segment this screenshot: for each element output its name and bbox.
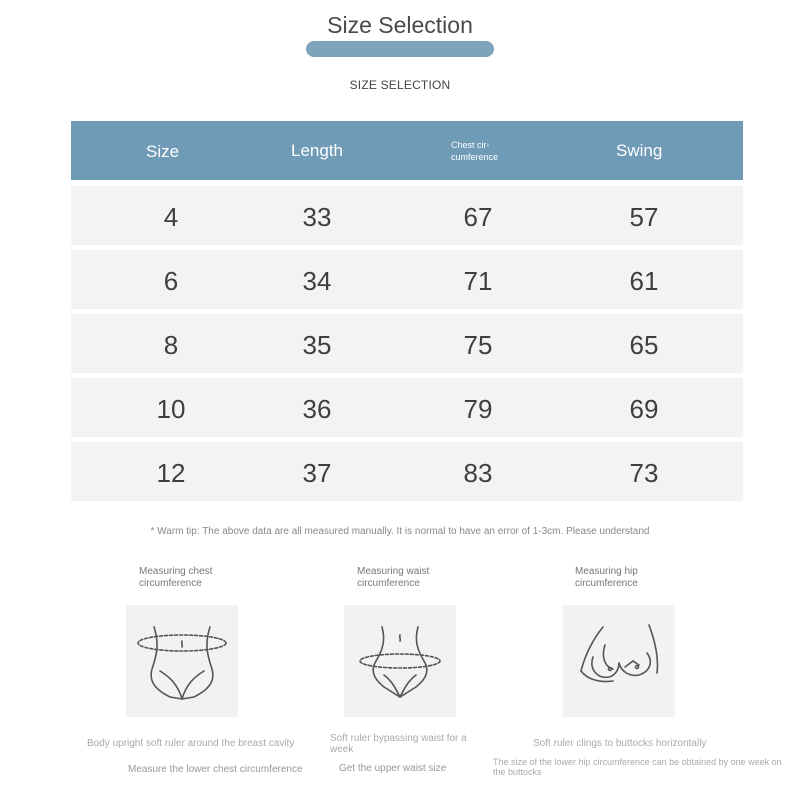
column-header-size: Size: [146, 142, 180, 161]
table-row: [71, 186, 743, 245]
cell-swing: 69: [629, 394, 659, 424]
page-subtitle: SIZE SELECTION: [349, 78, 451, 92]
measure-hip-caption-1: Soft ruler clings to buttocks horizontally: [533, 738, 707, 749]
column-header-length: Length: [291, 141, 343, 160]
bust-measure-icon: [563, 605, 675, 717]
table-row: [71, 250, 743, 309]
table-row: [71, 378, 743, 437]
cell-length: 36: [302, 394, 332, 424]
cell-chest: 83: [463, 458, 493, 488]
measure-chest-caption-1: Body upright soft ruler around the breast cavity: [87, 738, 295, 749]
cell-swing: 61: [629, 266, 659, 296]
cell-swing: 57: [629, 202, 659, 232]
cell-length: 35: [302, 330, 332, 360]
cell-length: 33: [302, 202, 332, 232]
column-header-chest: [451, 139, 521, 163]
table-row: [71, 442, 743, 501]
cell-chest: 75: [463, 330, 493, 360]
cell-size: 12: [156, 458, 186, 488]
title-underline-bar: [306, 41, 494, 57]
measure-chest-title: Measuring chest circumference: [139, 566, 213, 589]
table-row: [71, 314, 743, 373]
cell-size: 8: [163, 330, 179, 360]
measure-chest-caption-2: Measure the lower chest circumference: [128, 764, 303, 775]
cell-size: 4: [163, 202, 179, 232]
cell-length: 37: [302, 458, 332, 488]
size-table: [71, 121, 743, 488]
torso-chest-measure-icon: [126, 605, 238, 717]
cell-length: 34: [302, 266, 332, 296]
torso-waist-measure-icon: [344, 605, 456, 717]
warm-tip: * Warm tip: The above data are all measured manually. It is normal to have an error of 1-3cm. Please understand: [150, 526, 650, 537]
cell-size: 6: [163, 266, 179, 296]
cell-chest: 67: [463, 202, 493, 232]
column-header-chest-text: Chest cir- cumference: [451, 140, 499, 162]
title-wrapper: [0, 12, 800, 39]
measure-waist-title: Measuring waist circumference: [357, 566, 430, 589]
cell-swing: 65: [629, 330, 659, 360]
cell-chest: 79: [463, 394, 493, 424]
measure-waist-caption-2: Get the upper waist size: [339, 763, 447, 774]
cell-size: 10: [156, 394, 186, 424]
page-title: Size Selection: [327, 12, 473, 38]
measure-hip-title: Measuring hip circumference: [575, 566, 638, 589]
size-table-header: [71, 121, 743, 180]
measure-waist-caption-1: Soft ruler bypassing waist for a week: [330, 733, 467, 755]
measure-hip-caption-2: The size of the lower hip circumference can be obtained by one week on the buttocks: [493, 757, 782, 777]
column-header-swing: Swing: [616, 141, 663, 160]
cell-chest: 71: [463, 266, 493, 296]
cell-swing: 73: [629, 458, 659, 488]
